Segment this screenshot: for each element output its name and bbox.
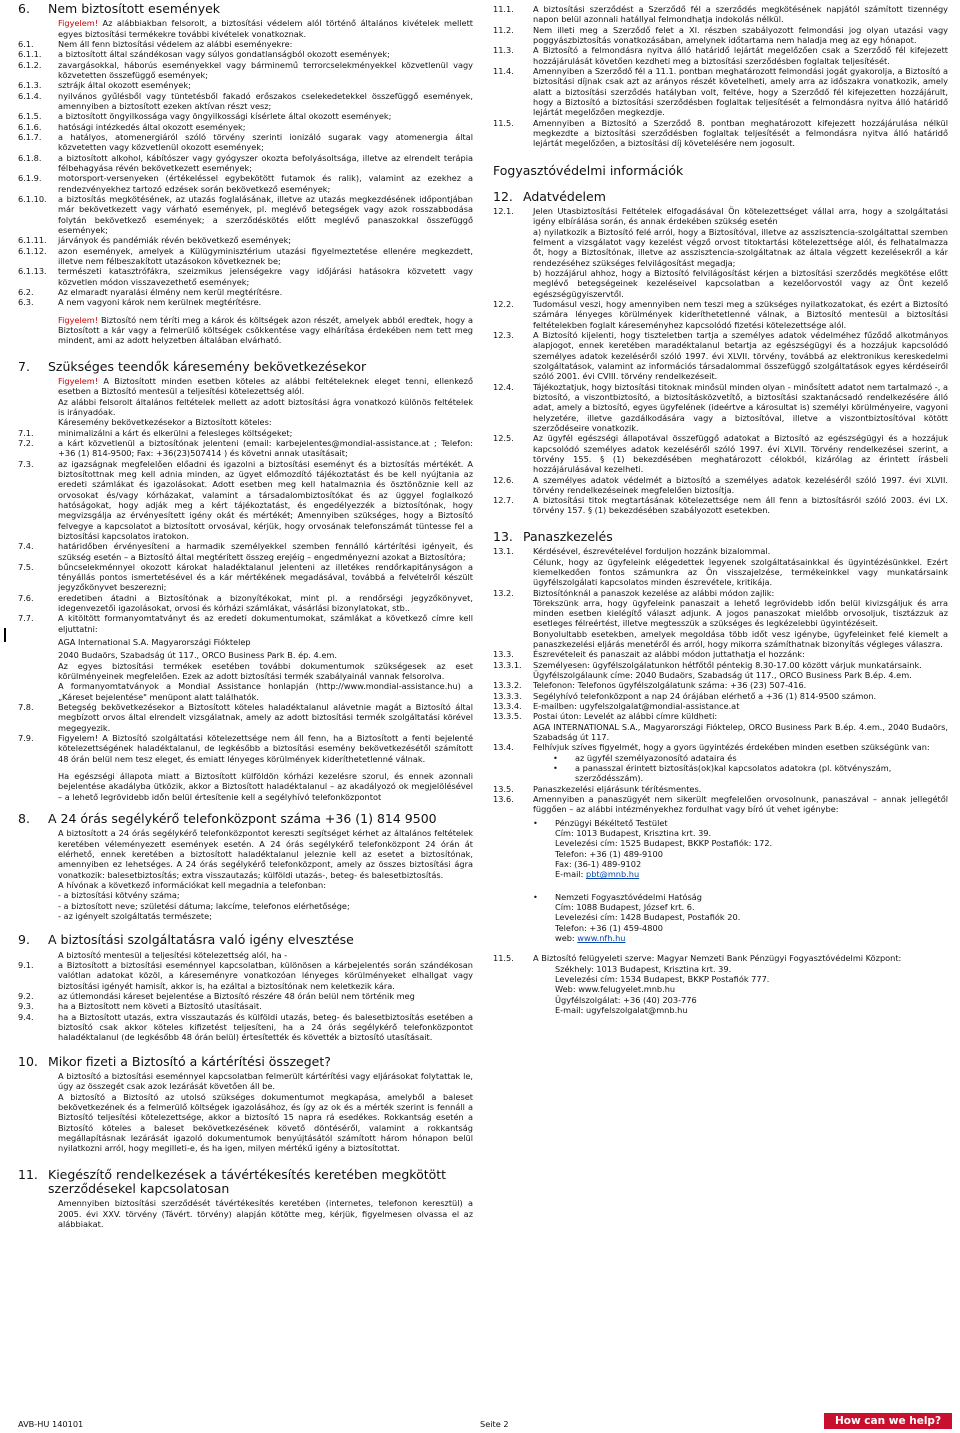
section-6-title: 6. Nem biztosított események xyxy=(18,1,221,16)
exclusion-item xyxy=(18,173,473,194)
mnb-line: Ügyfélszolgálat: +36 (40) 203-776 xyxy=(555,994,697,1005)
bullet-item xyxy=(493,763,948,784)
bullet-text: a panasszal érintett biztosítás(ok)kal kapcsolatos adatokra (pl. kötvényszám, szerződésszám). xyxy=(575,763,892,784)
item-number: 6.1.4. xyxy=(18,90,42,101)
inst1-email-link[interactable]: pbt@mnb.hu xyxy=(586,869,640,880)
item-number: 12.7. xyxy=(493,495,514,506)
item-number: 7.8. xyxy=(18,702,34,713)
item-text: Az elmaradt nyaralási élmény nem kerül megtérítésre. xyxy=(58,286,283,297)
item-text: Kérdésével, észrevételével forduljon hozzánk bizalommal. xyxy=(533,546,771,557)
item-text: AGA INTERNATIONAL S.A., Magyarországi Fióktelep, ORCO Business Park B.ép. 4.em., 2040 Budaörs, Szabadság út 117. xyxy=(533,721,948,743)
inst2-web-row: web: www.nfh.hu xyxy=(555,933,626,943)
item-text: zavargásokkal, háborús eseményekkel vagy bárminemű terrorcselekményekkel közvetlenül vagy közvetetten összefüggő események; xyxy=(58,59,473,81)
section-8-p2: A hívónak a következő információkat kell megadnia a telefonban: xyxy=(58,880,326,891)
item-number: 7.4. xyxy=(18,541,34,552)
obligation-item xyxy=(18,459,473,542)
item-number: 13.3.5. xyxy=(493,711,522,722)
item-number: 6.2. xyxy=(18,286,34,297)
complaint-item xyxy=(493,629,948,650)
item-number: 6.1.10. xyxy=(18,193,47,204)
item-number: 13.3. xyxy=(493,649,514,660)
item-text: a biztosított öngyilkossága vagy öngyilkossági kísérlete által okozott események; xyxy=(58,111,392,122)
exclusion-item xyxy=(18,297,473,307)
inst1-fax: Fax: (36-1) 489-9102 xyxy=(555,859,642,870)
complaint-item xyxy=(493,742,948,752)
section-7-intro3: Káresemény bekövetkezésekor a Biztosított köteles: xyxy=(58,417,272,428)
item-text: az igazságnak megfelelően előadni és igazolni a biztosítási eseményt és a biztosítás mértékét. A biztosítottnak meg kell adnia minden, az ügyet előmozdító tájékoztatást és be kell nyújtania az eredeti számlákat és igazolásokat. Adott esetben meg kell hatalmaznia és ösztönöznie kell az orvosokat és/vagy kórházakat, valamint a társadalombiztosítókat és az üggyel foglalkozó hatóságokat, hogy adják meg a kért tájékoztatást, és engedélyezzék a biztosítónak, hogy megvizsgálja az érvényesített igény okát és mértékét; Amennyiben szükséges, hogy a Biztosító felvegye a kapcsolatot a biztosított orvosával, kérjük, hogy orvosának telefonszámát tüntesse fel a biztosítási kapcsolatos iratokon. xyxy=(58,458,473,541)
claim-loss-item xyxy=(18,991,473,1001)
exclusion-item xyxy=(18,266,473,287)
institution-2-name: Nemzeti Fogyasztóvédelmi Hatóság xyxy=(555,891,702,902)
inst2-address: Cím: 1088 Budapest, József krt. 6. xyxy=(555,902,695,913)
item-text: Ügyfélszolgálaunk címe: 2040 Budaörs, Szabadság út 117., ORCO Business Park B.ép. 4.em. xyxy=(533,670,912,681)
item-text: Nem illeti meg a Szerződő felet a XI. részben szabályozott felmondási jog olyan utazási vagy poggyászbiztosítás vonatkozásában, amelynek időtartama nem haladja meg az egy hónapot. xyxy=(533,24,948,45)
item-number: 6.1.13. xyxy=(18,266,47,277)
claim-loss-item xyxy=(18,960,473,991)
item-text: Postai úton: Levelét az alábbi címre küldheti: xyxy=(533,711,718,722)
item-number: 11.2. xyxy=(493,24,514,35)
item-number: 7.9. xyxy=(18,733,34,744)
inst1-postal: Levelezési cím: 1525 Budapest, BKKP Postafiók: 172. xyxy=(555,838,773,849)
item-text: Amennyiben a Szerződő fél a 11.1. pontban meghatározott felmondási jogát gyakorolja, a Biztosító a biztosítási díjnak csak azt az arányos részét követelheti, amely arra az időszakra vonatkozik, amely alatt a biztosítási szerződés hatályban volt, feltéve, hogy a Szerződő fél kifejezetten hozzájárult, hogy a Biztosító a biztosítási szerződésben foglaltak teljesítését a felmondásra nyitva álló határidő lejártát megelőzően megkezdje. xyxy=(533,65,948,118)
section-9-intro: A biztosító mentesül a teljesítési kötelezettség alól, ha - xyxy=(58,949,288,960)
item-text: sztrájk által okozott események; xyxy=(58,80,191,91)
section-7-title: 7. Szükséges teendők káresemény bekövetkezésekor xyxy=(18,358,367,374)
item-number: 13.1. xyxy=(493,546,514,557)
item-number: 11.1. xyxy=(493,4,514,14)
complaint-item xyxy=(493,649,948,659)
institution-1-name: Pénzügyi Békéltető Testület xyxy=(555,817,668,828)
item-text: Panaszkezelési eljárásunk térítésmentes. xyxy=(533,783,702,794)
complaint-item xyxy=(493,588,948,598)
item-number: 6.1. xyxy=(18,39,34,50)
section-10-p2: A biztosító a Biztosító az utolsó szükséges dokumentumot megkapása, amelyből a baleset bekövetkezének és a felmerülő költségek igazolásához, és így az ok és a mérték szerint is fennáll a Biztosító teljesítési kötelezettsége, akkor a biztosító 15 napra rá esedékes. Rokkantság esetén a Biztosító köteles a baleset bekövetkezésének követő döntéséről, valamint a rokkantság megállapításnak lezárását igazoló dokumentumok benyújtásától számított három hónapon belül nyilatkozni arról, hogy megilleti-e, és ha igen, milyen mértékű igény a biztosítottat. xyxy=(58,1091,473,1154)
right-column xyxy=(493,0,948,1015)
mnb-line: Székhely: 1013 Budapest, Krisztina krt. 39. xyxy=(555,963,732,974)
item-text: Felhívjuk szíves figyelmét, hogy a gyors ügyintézés érdekében minden esetben szükségünk van: xyxy=(533,742,930,753)
distance-sale-item xyxy=(493,118,948,149)
item-number xyxy=(493,722,533,743)
item-number: 13.3.1. xyxy=(493,659,522,670)
item-number: 9.2. xyxy=(18,991,34,1002)
footer-page: Seite 2 xyxy=(480,1419,509,1429)
obligation-item xyxy=(18,541,473,562)
item-number xyxy=(493,557,533,588)
item-text: A biztosítási szerződést a Szerződő fél a szerződés megkötésének napjától számított tizennégy napon belül azonnali hatállyal felmondhatja indokolás nélkül. xyxy=(533,4,948,25)
item-number: 11.3. xyxy=(493,45,514,56)
section-6-note: Figyelem! Biztosító nem téríti meg a károk és költségek azon részét, amelyek abból eredtek, hogy a Biztosított a kár vagy a felmerülő költségek csökkentése vagy elhárítása érdekében nem tett meg mindent, ami az adott helyzetben általában elvárható. xyxy=(58,314,473,346)
bullet-icon: • xyxy=(553,752,558,763)
item-text: E-mailben: ugyfelszolgalat@mondial-assistance.at xyxy=(533,701,740,712)
item-number xyxy=(493,629,533,650)
exclusion-item xyxy=(18,91,473,112)
section-7-7-para-a: Az egyes biztosítási termékek esetében további dokumentumok szükségesek az eset körülményeinek megfelelően. Ezek az adott biztosítási termék szabályainál vannak felsorolva. xyxy=(58,660,473,682)
complaint-item xyxy=(493,722,948,743)
obligation-item xyxy=(18,428,473,438)
item-text: A biztosítási titok megtartásának kötelezettsége nem áll fenn a biztosításról szóló 2003. évi LX. törvény 157. § (1) bekezdésében szabályozott esetekben. xyxy=(533,495,948,516)
exclusion-item xyxy=(18,287,473,297)
data-protection-item xyxy=(493,475,948,496)
item-number: 7.1. xyxy=(18,427,34,438)
item-text: határidőben érvényesíteni a harmadik személyekkel szemben fennálló kártérítési igényeit, és szükség esetén – a Biztosító által megtérített összeg erejéig – engedményezni azokat a Biztosítóra; xyxy=(58,541,473,562)
item-number: 12.6. xyxy=(493,474,514,485)
item-text: Észrevételeit és panaszait az alábbi módon juttathatja el hozzánk: xyxy=(533,649,805,660)
exclusion-item xyxy=(18,194,473,235)
item-number: 12.5. xyxy=(493,433,514,444)
item-text: Amennyiben a panaszügyét nem sikerült megfelelően orvosolnunk, panaszával – annak jellegétől függően – az alábbi intézményekhez fordulhat vagy bíró út vehet igénybe: xyxy=(533,794,948,815)
obligation-item xyxy=(18,613,473,634)
distance-sale-item xyxy=(493,4,948,25)
item-text: hatósági intézkedés által okozott események; xyxy=(58,121,246,132)
item-text: természeti katasztrófákra, szeizmikus jelenségekre vagy időjárási hatásokra közvetett vagy közvetlen módon visszavezethető események; xyxy=(58,266,473,287)
item-text: eredetiben átadni a Biztosítónak a bizonyítékokat, mint pl. a rendőrségi jegyzőkönyvet, idegenvezetői igazolásokat, orvosi és kórházi számlákat, vásárlási bizonylatokat, stb.. xyxy=(58,592,473,614)
exclusion-item xyxy=(18,122,473,132)
section-7-items-2 xyxy=(18,702,473,764)
complaint-item xyxy=(493,711,948,721)
section-7-9-para: Ha egészségi állapota miatt a Biztosított külföldön kórházi kezelésre szorul, és ennek azonnali bejelentése akadályba ütközik, akkor a Biztosított haladéktalanul – az akadályozó ok megjelölésével – a lehető legrövidebb időn belül értesítenie kell a segélyhívó telefonközpontot xyxy=(58,771,473,802)
item-text: minimalizálni a kárt és elkerülni a felesleges költségeket; xyxy=(58,427,293,438)
item-text: a hatályos, atomenergiáról szóló törvény szerinti ionizáló sugarak vagy atomenergia által közvetetten vagy közvetlenül okozott események; xyxy=(58,131,473,153)
section-13-items-2 xyxy=(493,784,948,815)
section-13-items xyxy=(493,546,948,753)
exclusion-item xyxy=(18,39,473,49)
item-text: a) nyilatkozik a Biztosító felé arról, hogy a Biztosítóval, illetve az asszisztencia-szolgáltattal szemben felment a vizsgálatot vagy kezelést végző orvost titoktartási kötelezettsége alól, és felhatalmazza őt, hogy a Biztosítónak, illetve az asszisztencia-szolgáltatnak az általa végzett kezelésekről a kár rendezéséhez szükséges felvilágosítást megadja; xyxy=(533,226,948,268)
mnb-line: E-mail: ugyfelszolgalat@mnb.hu xyxy=(555,1004,688,1015)
item-text: Telefonon: Telefonos ügyfélszolgálatunk száma: +36 (23) 507-416. xyxy=(533,680,807,691)
info-line: - az igényelt szolgáltatás természete; xyxy=(58,911,212,922)
item-number: 11.4. xyxy=(493,65,514,76)
obligation-item xyxy=(18,733,473,764)
item-number xyxy=(493,268,533,299)
item-number: 12.3. xyxy=(493,329,514,340)
item-text: Bonyolultabb esetekben, amelyek megoldása több időt vesz igénybe, ügyfeleinket felé kiemelt a panaszkezelési eljárás menetéről és arról, hogy mikorra számíthatnak bizonyítás végleges válaszra. xyxy=(533,628,948,650)
data-protection-item xyxy=(493,227,948,268)
item-number: 12.2. xyxy=(493,298,514,309)
exclusion-item xyxy=(18,80,473,90)
item-number: 9.3. xyxy=(18,1001,34,1012)
item-text: nyilvános gyűlésből vagy tüntetésből fakadó erőszakos cselekedetekkel összefüggő események, amennyiben a biztosított ezeken aktívan részt vesz; xyxy=(58,90,473,111)
section-9-title: 9. A biztosítási szolgáltatásra való igény elvesztése xyxy=(18,932,354,948)
item-number xyxy=(493,670,533,680)
item-number: 13.6. xyxy=(493,794,514,805)
section-12-items xyxy=(493,206,948,516)
address-line-1: AGA International S.A. Magyarországi Fióktelep xyxy=(58,637,251,648)
data-protection-item xyxy=(493,495,948,516)
item-number: 6.1.3. xyxy=(18,80,42,91)
info-line: - a biztosítási kötvény száma; xyxy=(58,890,180,901)
item-text: A nem vagyoni károk nem kerülnek megtérítésre. xyxy=(58,297,262,308)
section-12-title: 12. Adatvédelem xyxy=(493,188,606,204)
item-number: 7.3. xyxy=(18,458,34,469)
item-text: A kitöltött formanyomtatványt és az eredeti dokumentumokat, számlákat a következő címre kell eljuttatni: xyxy=(58,613,473,634)
data-protection-item xyxy=(493,299,948,330)
inst2-phone: Telefon: +36 (1) 459-4800 xyxy=(555,922,663,933)
item-text: a biztosított által szándékosan vagy súlyos gondatlanságból okozott események; xyxy=(58,49,390,60)
inst1-email-row: E-mail: pbt@mnb.hu xyxy=(555,869,640,880)
complaint-item xyxy=(493,691,948,701)
item-number: 13.5. xyxy=(493,783,514,794)
change-bar xyxy=(4,628,6,642)
item-number: 7.7. xyxy=(18,613,34,624)
section-8-title: 8. A 24 órás segélykérő telefonközpont száma +36 (1) 814 9500 xyxy=(18,811,437,827)
complaint-item xyxy=(493,546,948,556)
item-number: 12.1. xyxy=(493,205,514,216)
data-protection-item xyxy=(493,206,948,227)
item-text: A Biztosító a felmondásra nyitva álló határidő lejártát megelőzően csak a Szerződő fél kifejezett hozzájárulását követően kezdheti meg a biztosítási szerződésben foglaltak teljesítését. xyxy=(533,45,948,66)
item-number: 12.4. xyxy=(493,381,514,392)
inst2-postal: Levelezési cím: 1428 Budapest, Postafiók 20. xyxy=(555,912,741,923)
section-11-p1: Amennyiben biztosítási szerződését távértékesítés keretében (internetes, telefonon keresztül) a 2005. évi XXV. törvény (Távért. törvény) alapján kötötte meg, kérjük, figyelmesen olvassa el az alábbiakat. xyxy=(58,1198,473,1230)
claim-loss-item xyxy=(18,1001,473,1011)
item-text: járványok és pandémiák révén bekövetkező események; xyxy=(58,235,292,246)
item-text: Tudomásul veszi, hogy amennyiben nem teszi meg a szükséges nyilatkozatokat, és ezért a Biztosító számára lényeges körülmények kideríthetetlenné válnak, a Biztosító mentesül a biztosítási feltételekben foglalt káreseményhez kapcsolódó fizetési kötelezettsége alól. xyxy=(533,298,948,330)
address-line-2: 2040 Budaörs, Szabadság út 117., ORCO Business Park B. ép. 4.em. xyxy=(58,650,337,661)
item-text: Törekszünk arra, hogy ügyfeleink panaszait a lehető legrövidebb időn belül kivizsgáljuk és arra minden esetben kielégítő választ adjunk. A jogos panaszokat mielőbb orvosoljuk, tisztázzuk az esetleges félreértést, illetve megtesszük a szükséges és legkézelebbi ügyintézéseit. xyxy=(533,597,948,629)
distance-sale-item xyxy=(493,25,948,46)
claim-loss-item xyxy=(18,1012,473,1043)
inst2-web-link[interactable]: www.nfh.hu xyxy=(577,933,626,943)
item-text: A személyes adatok védelmét a biztosító a személyes adatok kezeléséről szóló 1997. évi XLVII. törvény rendelkezéseinek megfelelően biztosítja. xyxy=(533,474,948,495)
item-text: Tájékoztatjuk, hogy biztosítási titoknak minősül minden olyan - minősített adatot nem tartalmazó -, a biztosító, a viszontbiztosító, a biztosításközvetítő, a biztosítási szaktanácsadó rendelkezésére álló adat, amely a biztosító, egyes ügyfelének (ideértve a károsultat is) személyi körülményeire, vagyoni helyzetére, illetve gazdálkodására vagy a biztosítóval, illetve a viszontbiztosítóval kötött szerződéseire vonatkozik. xyxy=(533,381,948,433)
item-number: 6.1.9. xyxy=(18,173,42,184)
item-number: 13.4. xyxy=(493,742,514,753)
distance-sale-item xyxy=(493,45,948,66)
item-number xyxy=(493,227,533,268)
exclusion-item xyxy=(18,246,473,267)
section-13-bullets xyxy=(493,753,948,784)
item-number: 13.3.3. xyxy=(493,690,522,701)
inst1-address: Cím: 1013 Budapest, Krisztina krt. 39. xyxy=(555,828,712,839)
item-number: 6.1.8. xyxy=(18,152,42,163)
item-text: Betegség bekövetkezésekor a Biztosított köteles haladéktalanul alávetnie magát a Biztosító által megbízott orvos által elrendelt vizsgálatnak, amely az adott biztosítási termék szolgáltatási körével megegyezik. xyxy=(58,702,473,733)
item-text: Figyelem! A Biztosító szolgáltatási kötelezettsége nem áll fenn, ha a Biztosított a fenti bejelenté kötelezettségének haladéktalanul, de legkésőbb a biztosítási esemény bekövetkezésétől számított 48 órán belül nem tesz eleget, és emiatt lényeges körülmények kideríthetetlenné válnak. xyxy=(58,733,473,764)
item-text: Személyesen: ügyfélszolgálatunkon hétfőtől péntekig 8.30-17.00 között várjuk munkatársaink. xyxy=(533,659,922,670)
item-text: bűncselekménnyel okozott károkat haladéktalanul jelenteni az illetékes rendőrkapitányságon a tényállás pontos ismertetésével és a kár mértékének megadásával, továbbá a felvételről készült jegyzőkönyvet beszerezni; xyxy=(58,561,473,593)
item-text: Biztosítónknál a panaszok kezelése az alábbi módon zajlik: xyxy=(533,587,775,598)
section-8-p1: A biztosított a 24 órás segélykérő telefonközpontot kereszti segítséget kérhet az általános feltételek keretében véleményezett események esetén. A 24 órás segélykérő telefonközpont 24 órán át elérhető, ennek keretében a biztosított haladéktalanul jeleznie kell az esetet a biztosítónak, amennyiben ez lehetséges. A 24 órás segélykérő telefonközpont, amely az összes biztosítási ágra vonatkozik: balesetbiztosítás; extra visszautazás; külföldi utazás-, beteg- és balesetbiztosítás. xyxy=(58,828,473,880)
data-protection-item xyxy=(493,433,948,474)
item-number: 7.2. xyxy=(18,437,34,448)
help-banner[interactable]: How can we help? xyxy=(824,1413,952,1429)
item-text: Célunk, hogy az ügyfeleink elégedettek legyenek szolgáltatásainkkal és ügyintézésünkkel. Ezért kiemelkedően fontos számunkra az Ön visszajelzése, termékeinkkel vagy munkatársaink ügyfélszolgálati kapcsolatos minden észrevétele, kritikája. xyxy=(533,556,948,588)
item-number: 6.1.11. xyxy=(18,235,47,246)
mnb-details xyxy=(493,964,948,1016)
item-number: 9.4. xyxy=(18,1011,34,1022)
section-11-title: 11. Kiegészítő rendelkezések a távértékesítés keretében megkötött szerződésekel kapcsolatosan xyxy=(18,1166,447,1197)
inst1-phone: Telefon: +36 (1) 489-9100 xyxy=(555,848,663,859)
section-13-title: 13. Panaszkezelés xyxy=(493,528,613,544)
item-text: ha a Biztosított nem követi a Biztosító utasításait. xyxy=(58,1001,262,1012)
item-number: 6.1.7. xyxy=(18,131,42,142)
section-6-intro: Figyelem! Az alábbiakban felsorolt, a biztosítási védelem alól történő általános kivételek mellett egyes biztosítási termékekre további kivételek vonatkoznak. xyxy=(58,18,473,39)
exclusion-item xyxy=(18,111,473,121)
item-number: 6.1.5. xyxy=(18,111,42,122)
exclusion-item xyxy=(18,132,473,153)
data-protection-item xyxy=(493,268,948,299)
section-9-items xyxy=(18,960,473,1043)
left-column xyxy=(18,0,473,1229)
item-number: 6.1.2. xyxy=(18,59,42,70)
item-text: a Biztosított a biztosítási eseménnyel kapcsolatban, különösen a kárbejelentés során szándékosan valótlan adatokat közöl, a káreseményre vonatkozóan lényeges körülményeket elhallgat vagy biztosítási igényét hamisít, akkor is, ha ezáltal a biztosítónak nem keletkezik kára. xyxy=(58,960,473,991)
bullet-text: az ügyfél személyazonosító adataira és xyxy=(575,752,737,763)
section-7-7-para-b: A formanyomtatványok a Mondial Assistance honlapján (http://www.mondial-assistance.hu) a „Káreset bejelentése" menüpont alatt találhatók. xyxy=(58,681,473,702)
institution-1-details xyxy=(493,828,948,880)
section-7-items xyxy=(18,428,473,635)
item-text: Nem áll fenn biztosítási védelem az alábbi eseményekre: xyxy=(58,39,293,50)
section-7-intro: Figyelem! A Biztosított minden esetben köteles az alábbi feltételeknek eleget tenni, ellenkező esetben a Biztosító mentesül a teljesítési kötelezettség alól. xyxy=(58,375,473,397)
item-text: a kárt közvetlenül a biztosítónak jelenteni (email: karbejelentes@mondial-assistance.at ; Telefon: +36 (1) 814-9500; Fax: +36(23)507414 ) és követni annak utasításait; xyxy=(58,437,473,459)
item-number: 9.1. xyxy=(18,960,34,971)
obligation-item xyxy=(18,593,473,614)
item-text: motorsport-versenyeken (értékeléssel egybekötött futamok és ralik), valamint az ezekhez a rendezvényekhez tartozó edzések során bekövetkező események; xyxy=(58,173,473,194)
section-10-p1: A biztosító a biztosítási eseménnyel kapcsolatban felmerült kártérítési vagy eljárásokat folytattak le, úgy az összegét csak azok lezárását követően áll be. xyxy=(58,1071,473,1092)
item-text: az útlemondási káreset bejelentése a Biztosító részére 48 órán belül nem történik meg xyxy=(58,991,415,1002)
exclusion-item xyxy=(18,60,473,81)
mnb-line: Web: www.felugyelet.mnb.hu xyxy=(555,984,676,995)
item-text: Az ügyfél egészségi állapotával összefüggő adatokat a Biztosító az egészségügyi és a hozzájuk kapcsolódó személyes adatok kezeléséről szóló 1997. évi XLVII. Törvény rendelkezései szerint, a törvény 155. § (1) bekezdésében meghatározott célokból, kizárólag az érintett írásbeli hozzájárulásával kezelheti. xyxy=(533,433,948,475)
item-number: 13.3.4. xyxy=(493,701,522,712)
item-text: a biztosított alkohol, kábítószer vagy gyógyszer okozta befolyásoltsága, illetve az elrendelt terápia félbehagyása révén bekövetkezett események; xyxy=(58,152,473,173)
bullet-icon: • xyxy=(553,763,558,774)
exclusion-item xyxy=(18,49,473,59)
item-number: 6.1.12. xyxy=(18,245,47,256)
section-7-intro2: Az alábbi felsorolt általános feltételek mellett az adott biztosítási ágra vonatkozó különös feltételek is irányadóak. xyxy=(58,396,473,417)
item-text: Amennyiben a Biztosító a Szerződő 8. pontban meghatározott kifejezett hozzájárulása nélkül megkezdte a biztosítási szerződésben foglaltak teljesítését a felmondásra nyitva álló határidő lejártát megelőzően, a biztosítási díj követelésére nem jogosult. xyxy=(533,117,948,149)
bullet-icon: • xyxy=(533,891,538,902)
mnb-line: Levelezési cím: 1534 Budapest, BKKP Postafiók 777. xyxy=(555,973,770,984)
item-text: A Biztosító kijelenti, hogy tiszteletben tartja a személyes adatok védelméhez fűződő alkotmányos alapjogot, ennek keretében maradéktalanul betartja az egészségügyi és a hozzájuk kapcsolódó személyes adatok kezeléséről szóló 1997. évi XLVII. törvény, továbbá az elektronikus kereskedelmi szolgáltatások, valamint az információs társadalommal összefüggő szolgáltatások egyes kérdéseiről szóló 2001. évi CVIII. törvény rendelkezéseit. xyxy=(533,329,948,382)
bullet-icon: • xyxy=(533,817,538,828)
item-number: 6.3. xyxy=(18,297,34,308)
item-text: azon események, amelyek a Külügyminisztérium utazási figyelmeztetése ellenére megkezdett, illetve nem félbeszakított utazásokon következnek be; xyxy=(58,245,473,266)
section-6-items xyxy=(18,39,473,308)
complaint-item xyxy=(493,784,948,794)
complaint-item xyxy=(493,680,948,690)
institution-2-name-row xyxy=(493,892,948,902)
item-number: 6.1.1. xyxy=(18,49,42,60)
data-protection-item xyxy=(493,330,948,382)
item-number: 13.3.2. xyxy=(493,680,522,691)
obligation-item xyxy=(18,438,473,459)
complaint-item xyxy=(493,670,948,680)
complaint-item xyxy=(493,557,948,588)
info-line: - a biztosított neve; születési dátuma; lakcíme, telefonos elérhetősége; xyxy=(58,900,350,911)
section-10-title: 10. Mikor fizeti a Biztosító a kártérítési összeget? xyxy=(18,1053,331,1069)
bullet-item xyxy=(493,753,948,763)
item-text: ha a Biztosított utazás, extra visszautazás és külföldi utazás, beteg- és balesetbiztosítás esetében a biztosító csak akkor köteles kifizetést teljesíteni, ha a 24 órás segélykérő telefonközpontot haladéktalanul (de legkésőbb 48 órán belül) értesítették és követték a biztosító utasításait. xyxy=(58,1011,473,1043)
item-number xyxy=(493,598,533,629)
footer-code: AVB-HU 140101 xyxy=(18,1419,84,1429)
item-text: Jelen Utasbiztosítási Feltételek elfogadásával Ön kötelezettséget vállal arra, hogy a szolgáltatási igény elbírálása során, és annak érdekében szükség esetén xyxy=(533,205,948,227)
exclusion-item xyxy=(18,235,473,245)
section-8-lines xyxy=(18,890,473,921)
institution-1-name-row xyxy=(493,818,948,828)
item-number: 6.1.6. xyxy=(18,121,42,132)
complaint-item xyxy=(493,701,948,711)
supervisory-item: 11.5. A Biztosító felügyeleti szerve: Magyar Nemzeti Bank Pénzügyi Fogyasztóvédelmi Központ: xyxy=(493,953,902,964)
consumer-info-title: Fogyasztóvédelmi információk xyxy=(493,162,684,178)
section-11-items xyxy=(493,4,948,149)
item-number: 13.2. xyxy=(493,587,514,598)
institution-2-details xyxy=(493,902,948,943)
item-text: b) hozzájárul ahhoz, hogy a Biztosító felvilágosítást kérjen a biztosítási szerződés megkötése előtt meglévő betegségeinek kezeléseivel kapcsolatban a kezelőorvostól vagy az Önt kezelő egészségügyiszervtől. xyxy=(533,267,948,299)
exclusion-item xyxy=(18,153,473,174)
item-number: 7.5. xyxy=(18,561,34,572)
data-protection-item xyxy=(493,382,948,434)
distance-sale-item xyxy=(493,66,948,118)
item-text: Segélyhívó telefonközpont a nap 24 órájában elérhető a +36 (1) 814-9500 számon. xyxy=(533,690,877,701)
obligation-item xyxy=(18,702,473,733)
item-text: a biztosítás megkötésének, az utazás foglalásának, illetve az utazás megkezdésének időpontjában már bekövetkezett vagy várható események, pl. meglévő betegségek vagy azok rosszabbodása folytán bekövetkező események; a szerződéskötés előtt meglévő panaszokkal összefüggő események; xyxy=(58,193,473,235)
obligation-item xyxy=(18,562,473,593)
complaint-item xyxy=(493,598,948,629)
complaint-item xyxy=(493,660,948,670)
item-number: 11.5. xyxy=(493,117,514,128)
complaint-item xyxy=(493,794,948,815)
item-number: 7.6. xyxy=(18,592,34,603)
